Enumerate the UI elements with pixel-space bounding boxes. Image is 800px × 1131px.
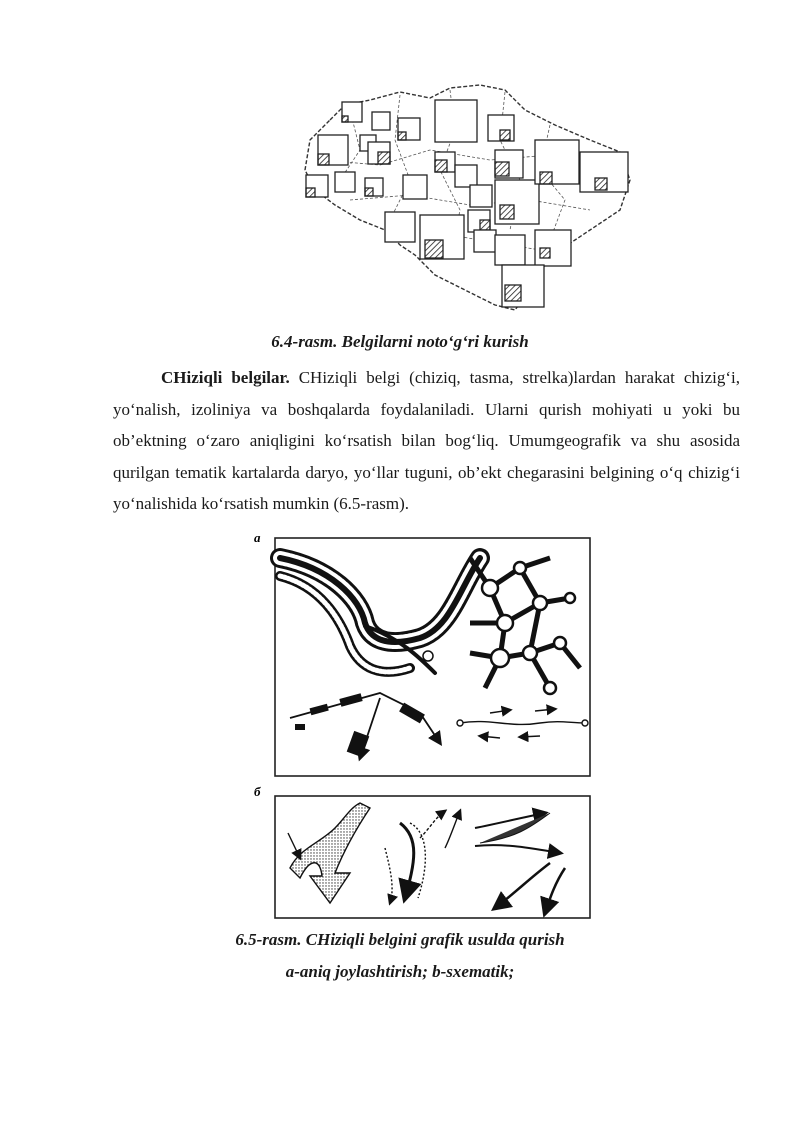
panel-b-label: б	[254, 784, 261, 799]
paragraph-text: CHiziqli belgi (chiziq, tasma, strelka)lardan harakat chizig‘i, yo‘nalish, izoliniya va boshqalarda foydalaniladi. Ularni qurish mohiyati u yoki bu ob’ektning o‘zaro aniqligini ko‘rsatish bilan bog‘liq. Umumgeografik va shu asosida qurilgan tematik kartalarda daryo, yo‘llar tuguni, ob’ekt chegarasini belgining o‘q chizig‘i yo‘nalishida ko‘rsatish mumkin (6.5-rasm).	[113, 368, 741, 513]
figure-6-5-caption-line1: 6.5-rasm. CHiziqli belgini grafik usulda qurish	[235, 930, 565, 949]
paragraph-lead: CHiziqli belgilar.	[161, 368, 290, 387]
map-figure-6-4	[290, 80, 640, 320]
body-paragraph	[113, 362, 740, 520]
figure-6-5	[250, 528, 595, 928]
figure-6-4-caption: 6.4-rasm. Belgilarni noto‘g‘ri kurish	[271, 332, 529, 351]
panel-a-label: a	[254, 530, 261, 545]
figure-6-5-caption-line2: a-aniq joylashtirish; b-sxematik;	[285, 962, 515, 981]
